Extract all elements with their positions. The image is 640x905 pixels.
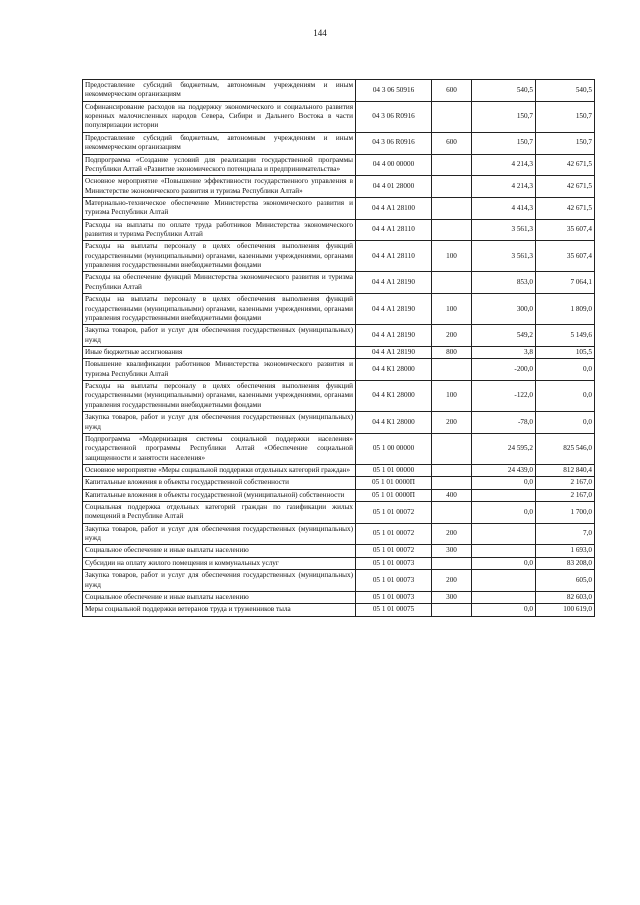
row-amount-change-cell: -78,0 [472, 412, 536, 434]
table-row [83, 433, 595, 464]
row-name-cell: Софинансирование расходов на поддержку экономического и социального развития коренных малочисленных народов Севера, Сибири и Дальнего Востока в части популяризации истории [83, 101, 356, 132]
table-row [83, 489, 595, 501]
table-row [83, 325, 595, 347]
row-code-cell: 04 3 06 R0916 [356, 101, 432, 132]
row-amount-change-cell: 24 439,0 [472, 464, 536, 476]
row-code-cell: 04 4 А1 28100 [356, 197, 432, 219]
table-row [83, 412, 595, 434]
row-name-cell: Меры социальной поддержки ветеранов труда и труженников тыла [83, 604, 356, 616]
table-row [83, 132, 595, 154]
row-amount-total-cell: 82 603,0 [536, 591, 595, 603]
row-amount-total-cell: 42 671,5 [536, 197, 595, 219]
row-name-cell: Иные бюджетные ассигнования [83, 346, 356, 358]
row-amount-total-cell: 42 671,5 [536, 176, 595, 198]
table-row [83, 197, 595, 219]
row-name-cell: Закупка товаров, работ и услуг для обеспечения государственных (муниципальных) нужд [83, 325, 356, 347]
row-amount-total-cell: 0,0 [536, 359, 595, 381]
table-row [83, 523, 595, 545]
row-amount-change-cell [472, 545, 536, 557]
row-amount-total-cell: 42 671,5 [536, 154, 595, 176]
row-code-cell: 04 4 А1 28190 [356, 325, 432, 347]
table-row [83, 557, 595, 569]
row-code-cell: 05 1 01 0000П [356, 489, 432, 501]
table-row [83, 502, 595, 524]
row-name-cell: Предоставление субсидий бюджетным, автономным учреждениям и иным некоммерческим организациям [83, 80, 356, 102]
row-expense-type-cell: 400 [432, 489, 472, 501]
table-row [83, 80, 595, 102]
row-expense-type-cell: 300 [432, 545, 472, 557]
budget-table-body [83, 80, 595, 617]
row-code-cell: 05 1 01 0000П [356, 477, 432, 489]
row-amount-total-cell: 5 149,6 [536, 325, 595, 347]
row-amount-change-cell: 549,2 [472, 325, 536, 347]
row-expense-type-cell [432, 477, 472, 489]
row-expense-type-cell [432, 176, 472, 198]
table-row [83, 241, 595, 272]
table-row [83, 272, 595, 294]
row-amount-change-cell: 0,0 [472, 477, 536, 489]
row-name-cell: Основное мероприятие «Меры социальной поддержки отдельных категорий граждан» [83, 464, 356, 476]
row-amount-total-cell: 0,0 [536, 381, 595, 412]
row-amount-change-cell [472, 591, 536, 603]
row-code-cell: 05 1 01 00073 [356, 591, 432, 603]
row-amount-total-cell: 7,0 [536, 523, 595, 545]
table-row [83, 176, 595, 198]
row-amount-total-cell: 150,7 [536, 101, 595, 132]
row-code-cell: 04 4 К1 28000 [356, 381, 432, 412]
row-expense-type-cell [432, 464, 472, 476]
row-amount-total-cell: 35 607,4 [536, 241, 595, 272]
row-name-cell: Социальная поддержка отдельных категорий граждан по газификации жилых помещений в Республике Алтай [83, 502, 356, 524]
row-name-cell: Материально-техническое обеспечение Министерства экономического развития и туризма Республики Алтай [83, 197, 356, 219]
row-amount-change-cell: 24 595,2 [472, 433, 536, 464]
row-expense-type-cell [432, 604, 472, 616]
row-expense-type-cell [432, 557, 472, 569]
table-row [83, 294, 595, 325]
row-amount-total-cell: 35 607,4 [536, 219, 595, 241]
row-expense-type-cell [432, 272, 472, 294]
row-name-cell: Закупка товаров, работ и услуг для обеспечения государственных (муниципальных) нужд [83, 570, 356, 592]
row-amount-total-cell: 1 693,0 [536, 545, 595, 557]
row-code-cell: 04 4 А1 28110 [356, 219, 432, 241]
row-expense-type-cell: 100 [432, 241, 472, 272]
row-code-cell: 05 1 01 00075 [356, 604, 432, 616]
row-amount-change-cell: 0,0 [472, 604, 536, 616]
row-expense-type-cell [432, 219, 472, 241]
row-code-cell: 04 4 А1 28190 [356, 272, 432, 294]
row-amount-total-cell: 2 167,0 [536, 477, 595, 489]
row-code-cell: 05 1 00 00000 [356, 433, 432, 464]
row-amount-change-cell: 0,0 [472, 557, 536, 569]
row-expense-type-cell: 100 [432, 381, 472, 412]
row-expense-type-cell: 600 [432, 80, 472, 102]
row-code-cell: 04 4 К1 28000 [356, 412, 432, 434]
row-expense-type-cell: 100 [432, 294, 472, 325]
row-expense-type-cell [432, 433, 472, 464]
table-row [83, 477, 595, 489]
row-name-cell: Расходы на обеспечение функций Министерства экономического развития и туризма Республики Алтай [83, 272, 356, 294]
row-code-cell: 05 1 01 00072 [356, 545, 432, 557]
row-amount-total-cell: 100 619,0 [536, 604, 595, 616]
row-code-cell: 05 1 01 00073 [356, 557, 432, 569]
row-name-cell: Расходы на выплаты персоналу в целях обеспечения выполнения функций государственными (муниципальными) органами, казенными учреждениями, органами управления государственными внебюджетными фондами [83, 381, 356, 412]
table-row [83, 545, 595, 557]
row-code-cell: 04 3 06 R0916 [356, 132, 432, 154]
row-amount-change-cell: 853,0 [472, 272, 536, 294]
row-code-cell: 05 1 01 00000 [356, 464, 432, 476]
row-code-cell: 04 3 06 50916 [356, 80, 432, 102]
row-amount-change-cell [472, 489, 536, 501]
row-name-cell: Капитальные вложения в объекты государственной (муниципальной) собственности [83, 489, 356, 501]
row-expense-type-cell [432, 101, 472, 132]
row-amount-change-cell: -200,0 [472, 359, 536, 381]
budget-table [82, 79, 595, 617]
row-amount-change-cell: 3 561,3 [472, 219, 536, 241]
row-amount-total-cell: 1 700,0 [536, 502, 595, 524]
row-amount-change-cell: 0,0 [472, 502, 536, 524]
row-code-cell: 04 4 А1 28190 [356, 294, 432, 325]
row-expense-type-cell: 800 [432, 346, 472, 358]
table-row [83, 219, 595, 241]
row-code-cell: 04 4 00 00000 [356, 154, 432, 176]
table-row [83, 591, 595, 603]
row-name-cell: Подпрограмма «Создание условий для реализации государственной программы Республики Алтай «Развитие экономического потенциала и предпринимательства» [83, 154, 356, 176]
page-number: 144 [313, 28, 327, 38]
row-amount-total-cell: 2 167,0 [536, 489, 595, 501]
table-row [83, 604, 595, 616]
row-code-cell: 05 1 01 00072 [356, 502, 432, 524]
row-amount-change-cell: 4 214,3 [472, 176, 536, 198]
row-amount-total-cell: 7 064,1 [536, 272, 595, 294]
row-expense-type-cell [432, 359, 472, 381]
row-amount-change-cell: 3 561,3 [472, 241, 536, 272]
table-row [83, 570, 595, 592]
row-expense-type-cell [432, 154, 472, 176]
row-name-cell: Повышение квалификации работников Министерства экономического развития и туризма Республики Алтай [83, 359, 356, 381]
row-name-cell: Подпрограмма «Модернизация системы социальной поддержки населения» государственной программы Республики Алтай «Обеспечение социальной защищенности и занятости населения» [83, 433, 356, 464]
row-name-cell: Закупка товаров, работ и услуг для обеспечения государственных (муниципальных) нужд [83, 523, 356, 545]
row-amount-total-cell: 812 840,4 [536, 464, 595, 476]
table-row [83, 154, 595, 176]
row-name-cell: Расходы на выплаты персоналу в целях обеспечения выполнения функций государственными (муниципальными) органами, казенными учреждениями, органами управления государственными внебюджетными фондами [83, 241, 356, 272]
row-expense-type-cell [432, 197, 472, 219]
row-amount-total-cell: 605,0 [536, 570, 595, 592]
row-code-cell: 04 4 К1 28000 [356, 359, 432, 381]
table-row [83, 101, 595, 132]
row-expense-type-cell: 600 [432, 132, 472, 154]
row-amount-change-cell [472, 523, 536, 545]
row-name-cell: Капитальные вложения в объекты государственной собственности [83, 477, 356, 489]
table-row [83, 381, 595, 412]
row-amount-change-cell: 3,8 [472, 346, 536, 358]
row-code-cell: 04 4 А1 28190 [356, 346, 432, 358]
row-amount-total-cell: 825 546,0 [536, 433, 595, 464]
row-name-cell: Закупка товаров, работ и услуг для обеспечения государственных (муниципальных) нужд [83, 412, 356, 434]
row-expense-type-cell: 300 [432, 591, 472, 603]
row-amount-change-cell [472, 570, 536, 592]
row-expense-type-cell: 200 [432, 570, 472, 592]
row-code-cell: 05 1 01 00072 [356, 523, 432, 545]
row-amount-total-cell: 150,7 [536, 132, 595, 154]
row-expense-type-cell: 200 [432, 325, 472, 347]
row-amount-change-cell: 150,7 [472, 101, 536, 132]
row-name-cell: Расходы на выплаты персоналу в целях обеспечения выполнения функций государственными (муниципальными) органами, казенными учреждениями, органами управления государственными внебюджетными фондами [83, 294, 356, 325]
row-expense-type-cell [432, 502, 472, 524]
row-name-cell: Основное мероприятие «Повышение эффективности государственного управления в Министерстве экономического развития и туризма Республики Алтай» [83, 176, 356, 198]
row-amount-change-cell: 4 214,3 [472, 154, 536, 176]
row-amount-change-cell: 300,0 [472, 294, 536, 325]
row-code-cell: 04 4 01 28000 [356, 176, 432, 198]
table-row [83, 359, 595, 381]
table-row [83, 464, 595, 476]
row-code-cell: 05 1 01 00073 [356, 570, 432, 592]
row-amount-change-cell: 540,5 [472, 80, 536, 102]
row-code-cell: 04 4 А1 28110 [356, 241, 432, 272]
row-amount-total-cell: 105,5 [536, 346, 595, 358]
row-amount-change-cell: 150,7 [472, 132, 536, 154]
table-row [83, 346, 595, 358]
row-expense-type-cell: 200 [432, 412, 472, 434]
row-name-cell: Предоставление субсидий бюджетным, автономным учреждениям и иным некоммерческим организациям [83, 132, 356, 154]
row-amount-total-cell: 0,0 [536, 412, 595, 434]
row-name-cell: Субсидии на оплату жилого помещения и коммунальных услуг [83, 557, 356, 569]
row-name-cell: Социальное обеспечение и иные выплаты населению [83, 545, 356, 557]
row-amount-total-cell: 540,5 [536, 80, 595, 102]
row-amount-total-cell: 83 208,0 [536, 557, 595, 569]
row-expense-type-cell: 200 [432, 523, 472, 545]
row-name-cell: Расходы на выплаты по оплате труда работников Министерства экономического развития и туризма Республики Алтай [83, 219, 356, 241]
row-name-cell: Социальное обеспечение и иные выплаты населению [83, 591, 356, 603]
row-amount-change-cell: 4 414,3 [472, 197, 536, 219]
row-amount-change-cell: -122,0 [472, 381, 536, 412]
row-amount-total-cell: 1 809,0 [536, 294, 595, 325]
